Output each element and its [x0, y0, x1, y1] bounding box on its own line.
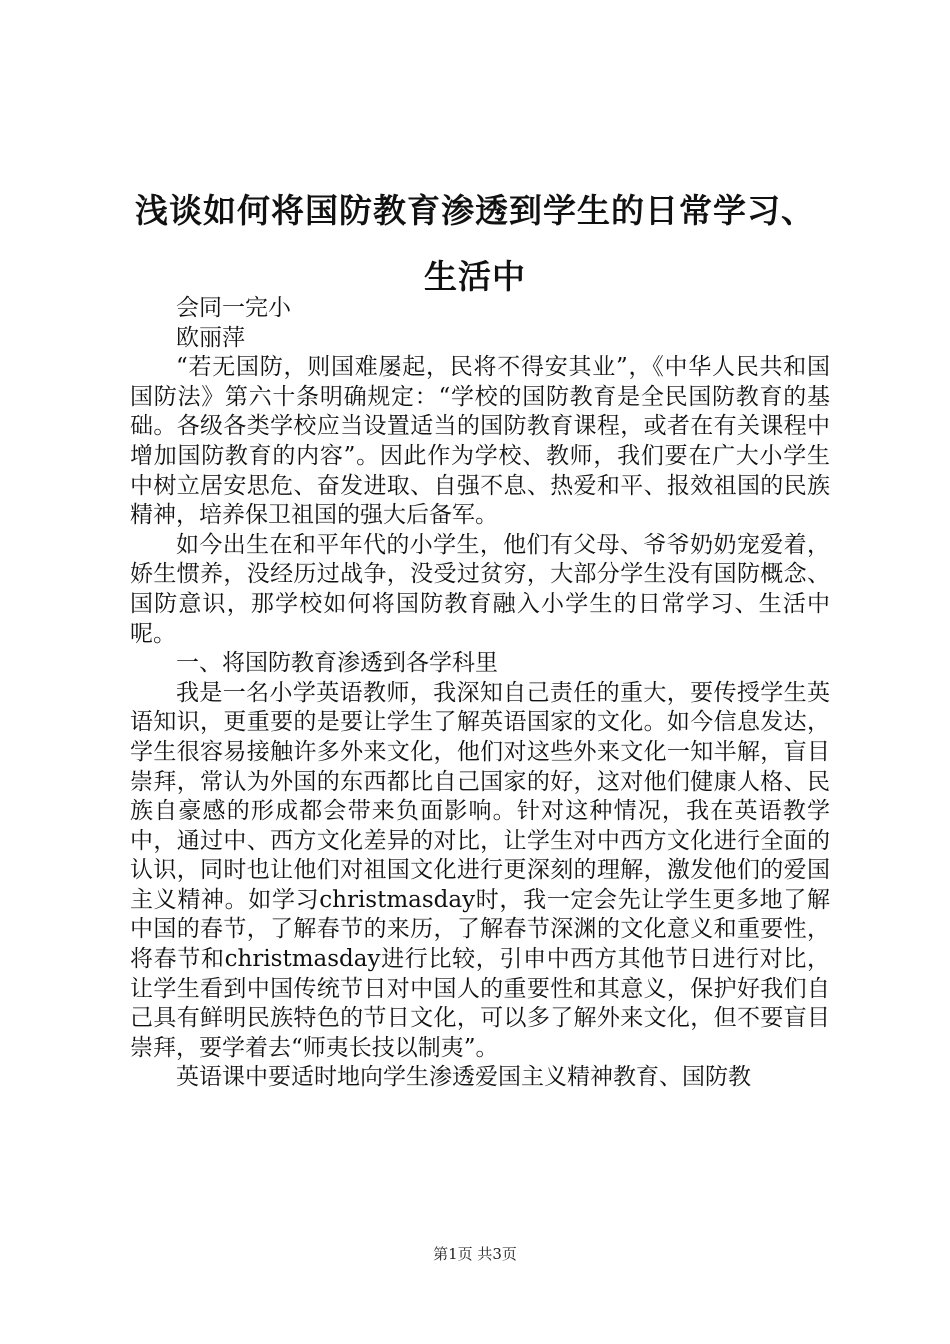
title-line-2: 生活中 [424, 257, 526, 296]
document-body [130, 294, 830, 1093]
paragraph-1: “若无国防，则国难屡起，民将不得安其业”，《中华人民共和国国防法》第六十条明确规定：“学校的国防教育是全民国防教育的基础。各级各类学校应当设置适当的国防教育课程，或者在有关课程中增加国防教育的内容”。因此作为学校、教师，我们要在广大小学生中树立居安思危、奋发进取、自强不息、热爱和平、报效祖国的民族精神，培养保卫祖国的强大后备军。 [130, 354, 830, 529]
page-footer [0, 1244, 950, 1264]
author-name: 欧丽萍 [176, 324, 245, 351]
title-line-1: 浅谈如何将国防教育渗透到学生的日常学习、 [135, 191, 815, 230]
paragraph-4: 英语课中要适时地向学生渗透爱国主义精神教育、国防教 [176, 1064, 751, 1091]
section-heading-1: 一、将国防教育渗透到各学科里 [176, 650, 498, 677]
paragraph-2: 如今出生在和平年代的小学生，他们有父母、爷爷奶奶宠爱着，娇生惯养，没经历过战争，没受过贫穷，大部分学生没有国防概念、国防意识，那学校如何将国防教育融入小学生的日常学习、生活中呢。 [130, 531, 830, 647]
page-number: 第1页 共3页 [433, 1245, 517, 1263]
school-name: 会同一完小 [176, 295, 291, 321]
document-title [100, 178, 850, 310]
paragraph-3: 我是一名小学英语教师，我深知自己责任的重大，要传授学生英语知识，更重要的是要让学生了解英语国家的文化。如今信息发达，学生很容易接触许多外来文化，他们对这些外来文化一知半解，盲目崇拜，常认为外国的东西都比自己国家的好，这对他们健康人格、民族自豪感的形成都会带来负面影响。针对这种情况，我在英语教学中，通过中、西方文化差异的对比，让学生对中西方文化进行全面的认识，同时也让他们对祖国文化进行更深刻的理解，激发他们的爱国主义精神。如学习christmasday时，我一定会先让学生更多地了解中国的春节，了解春节的来历，了解春节深渊的文化意义和重要性，将春节和christmasday进行比较，引申中西方其他节日进行对比，让学生看到中国传统节日对中国人的重要性和其意义，保护好我们自己具有鲜明民族特色的节日文化，可以多了解外来文化，但不要盲目崇拜，要学着去“师夷长技以制夷”。 [130, 679, 830, 1061]
